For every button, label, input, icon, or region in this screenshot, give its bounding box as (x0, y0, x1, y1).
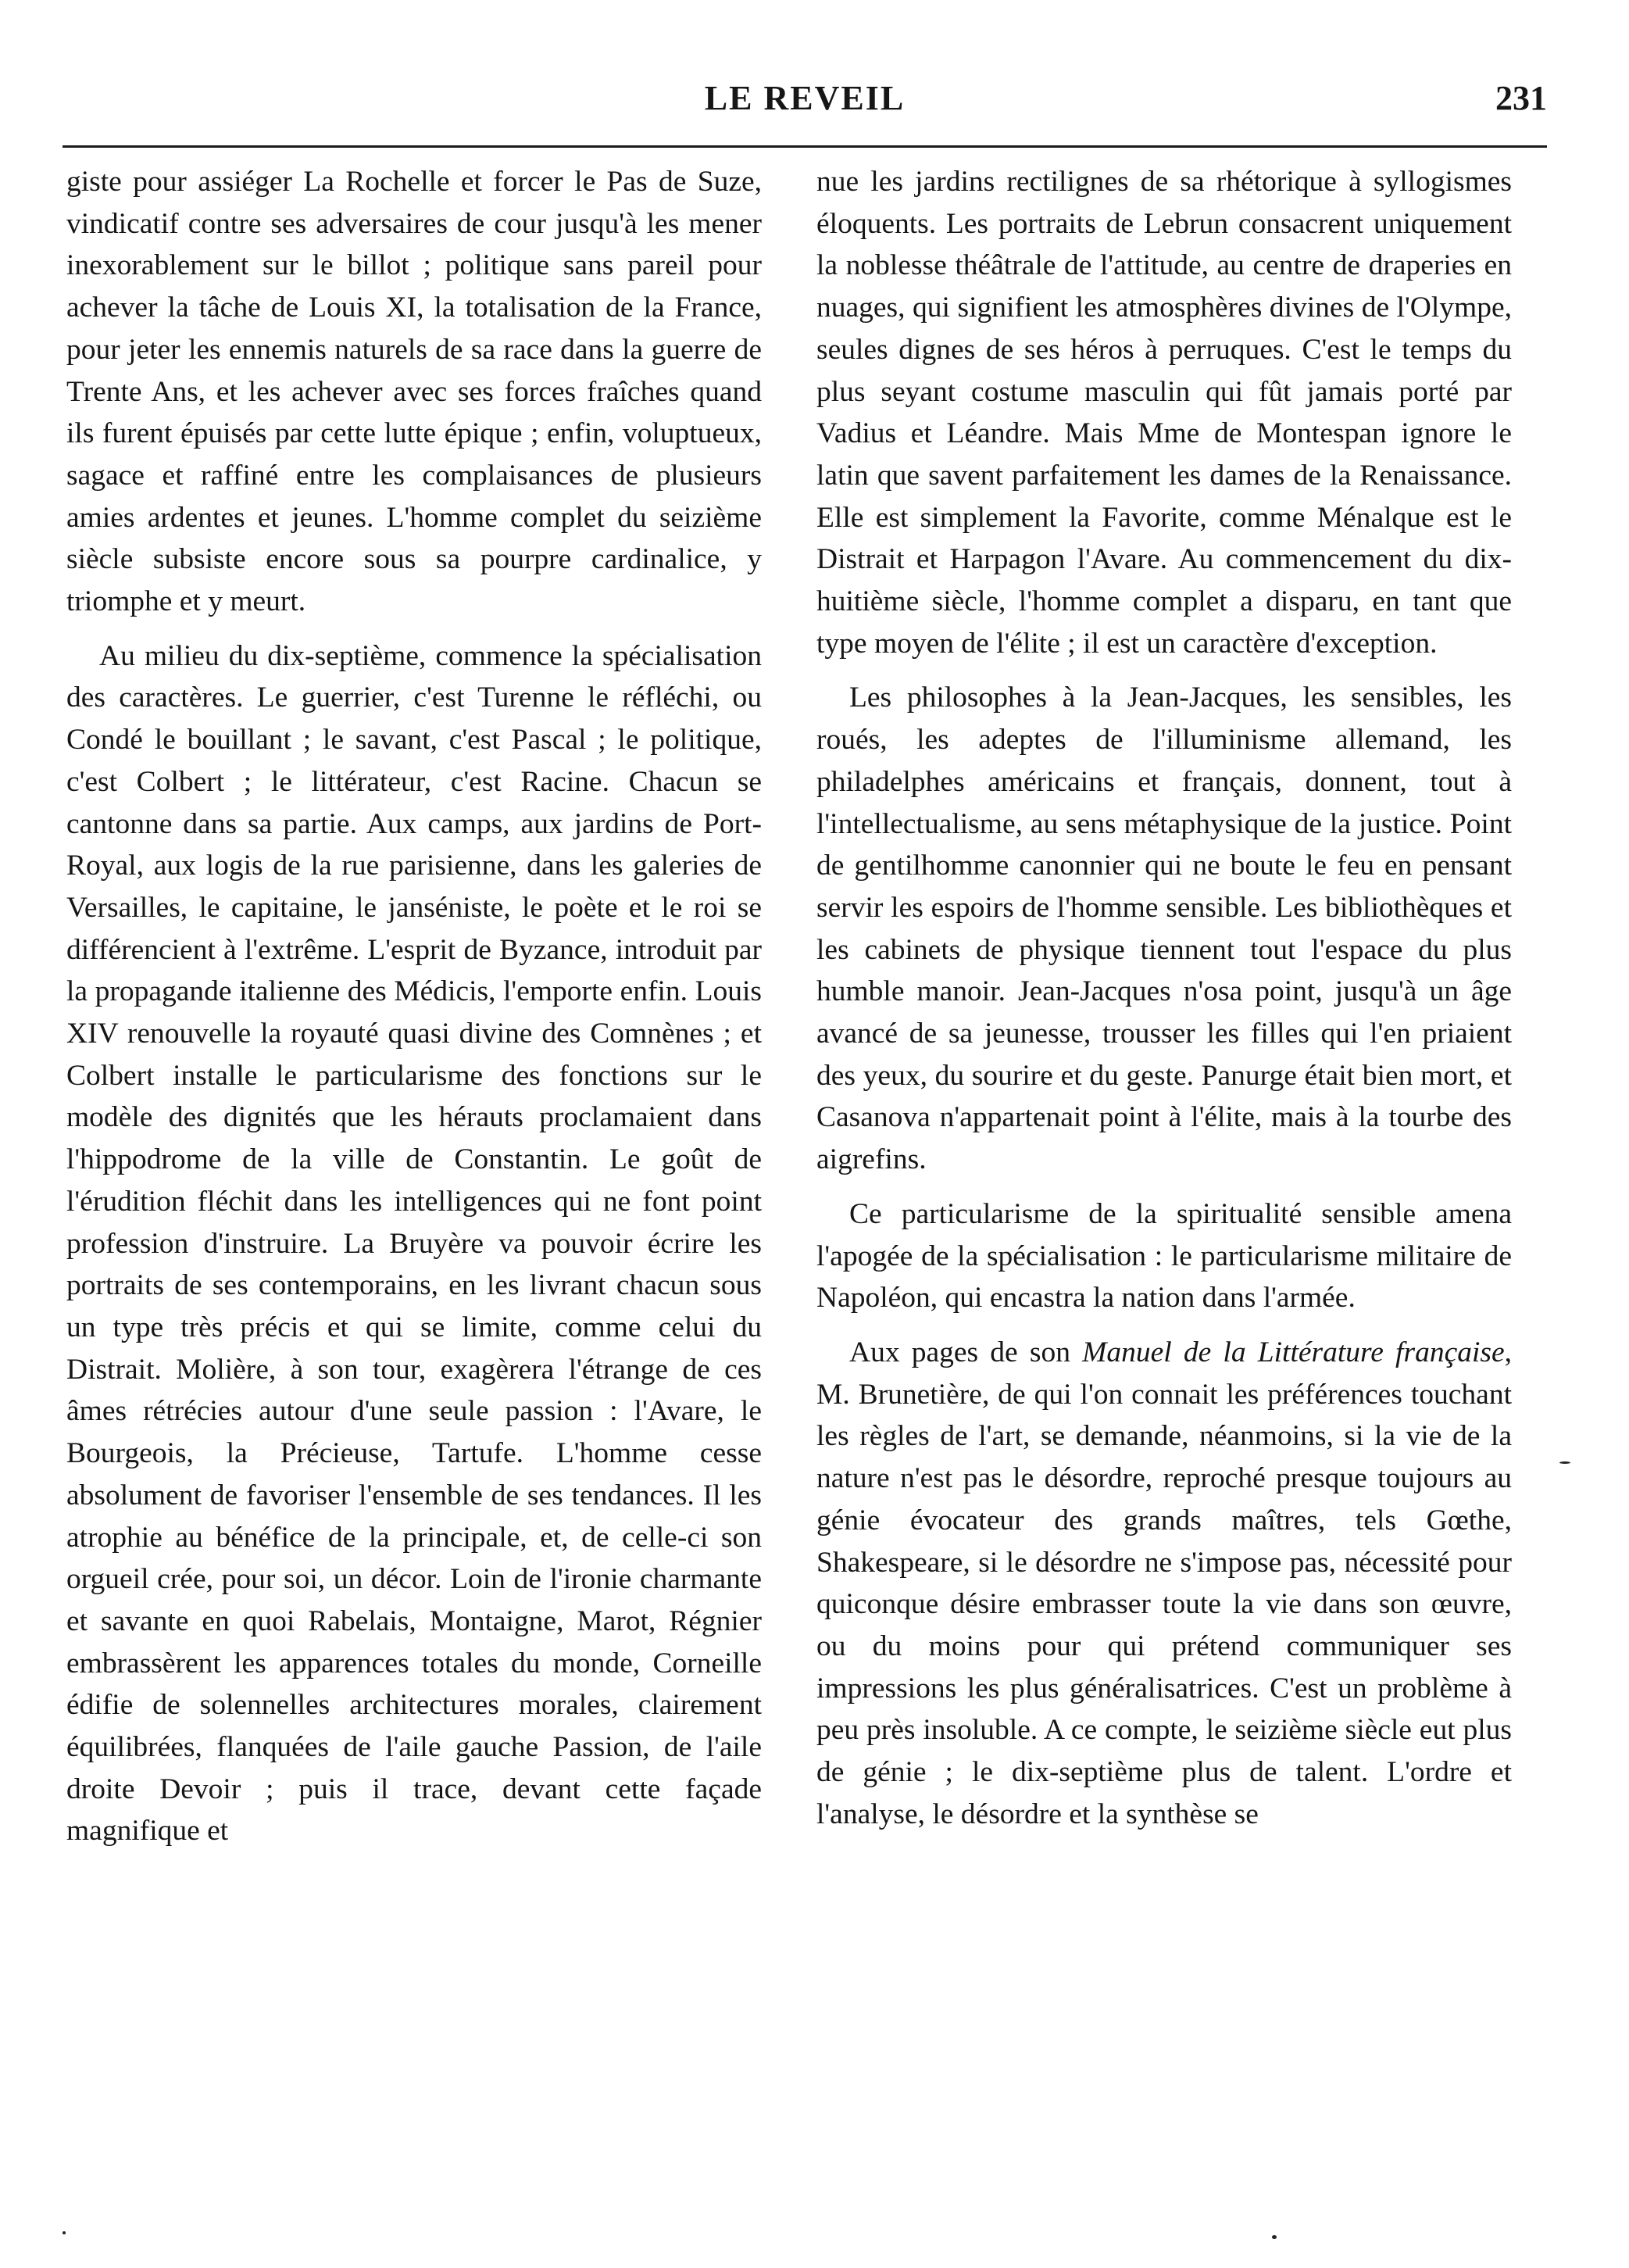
paragraph: Ce particularisme de la spiritualité sensible amena l'apogée de la spécialisation : le particularisme militaire de Napoléon, qui encastra la nation dans l'armée. (816, 1197, 1512, 1315)
paragraph-body-text: , M. Brunetière, de qui l'on connait les préférences touchant les règles de l'art, se demande, néanmoins, si la vie de la nature n'est pas le désordre, reproché presque toujours au génie évocateur des grands maîtres, tels Gœthe, Shakespeare, si le désordre ne s'impose pas, nécessité pour quiconque désire embrasser toute la vie dans son œuvre, ou du moins pour qui prétend communiquer ses impressions les plus généralisatrices. C'est un problème à peu près insoluble. A ce compte, le seizième siècle eut plus de génie ; le dix-septième plus de talent. L'ordre et l'analyse, le désordre et la synthèse se (816, 1336, 1512, 1830)
left-column (66, 161, 762, 1852)
header-rule (63, 145, 1547, 148)
paragraph-continued: giste pour assiéger La Rochelle et forcer le Pas de Suze, vindicatif contre ses adversaires de cour jusqu'à les mener inexorablement sur le billot ; politique sans pareil pour achever la tâche de Louis XI, la totalisation de la France, pour jeter les ennemis naturels de sa race dans la guerre de Trente Ans, et les achever avec ses forces fraîches quand ils furent épuisés par cette lutte épique ; enfin, voluptueux, sagace et raffiné entre les complaisances de plusieurs amies ardentes et jeunes. L'homme complet du seizième siècle subsiste encore sous sa pourpre cardinalice, y triomphe et y meurt. (66, 166, 762, 618)
paragraph-with-book-title (816, 1332, 1512, 1835)
paragraph: Au milieu du dix-septième, commence la spécialisation des caractères. Le guerrier, c'est Turenne le réfléchi, ou Condé le bouillant ; le savant, c'est Pascal ; le politique, c'est Colbert ; le littérateur, c'est Racine. Chacun se cantonne dans sa partie. Aux camps, aux jardins de Port-Royal, aux logis de la rue parisienne, dans les galeries de Versailles, le capitaine, le janséniste, le poète et le roi se différencient à l'extrême. L'esprit de Byzance, introduit par la propagande italienne des Médicis, l'emporte enfin. Louis XIV renouvelle la royauté quasi divine des Comnènes ; et Colbert installe le particularisme des fonctions sur le modèle des dignités que les hérauts proclamaient dans l'hippodrome de la ville de Constantin. Le goût de l'érudition fléchit dans les intelligences qui ne font point profession d'instruire. La Bruyère va pouvoir écrire les portraits de ses contemporains, en les livrant chacun sous un type très précis et qui se limite, comme celui du Distrait. Molière, à son tour, exagèrera l'étrange de ces âmes rétrécies autour d'une seule passion : l'Avare, le Bourgeois, la Précieuse, Tartufe. L'homme cesse absolument de favoriser l'ensemble de ses tendances. Il les atrophie au bénéfice de la principale, et, de celle-ci son orgueil crée, pour soi, un décor. Loin de l'ironie charmante et savante en quoi Rabelais, Montaigne, Marot, Régnier embrassèrent les apparences totales du monde, Corneille édifie de solennelles architectures morales, clairement équilibrées, flanquées de l'aile gauche Passion, de l'aile droite Devoir ; puis il trace, devant cette façade magnifique et (66, 639, 762, 1848)
ink-speck (1559, 1461, 1570, 1464)
right-column (816, 161, 1512, 1835)
ink-speck (63, 2231, 66, 2234)
running-title: LE REVEIL (704, 79, 906, 117)
book-title: Manuel de la Littérature française (1082, 1336, 1505, 1368)
ink-speck (1272, 2235, 1277, 2239)
page-header (63, 78, 1547, 133)
paragraph-continued: nue les jardins rectilignes de sa rhétorique à syllogismes éloquents. Les portraits de Lebrun consacrent uniquement la noblesse théâtrale de l'attitude, au centre de draperies en nuages, qui signifient les atmosphères divines de l'Olympe, seules dignes de ses héros à perruques. C'est le temps du plus seyant costume masculin qui fût jamais porté par Vadius et Léandre. Mais Mme de Montespan ignore le latin que savent parfaitement les dames de la Renaissance. Elle est simplement la Favorite, comme Ménalque est le Distrait et Harpagon l'Avare. Au commencement du dix-huitième siècle, l'homme complet a disparu, en tant que type moyen de l'élite ; il est un caractère d'exception. (816, 166, 1512, 660)
paragraph-lead-text: Aux pages de son (849, 1336, 1083, 1368)
paragraph: Les philosophes à la Jean-Jacques, les sensibles, les roués, les adeptes de l'illuminisme allemand, les philadelphes américains et français, donnent, tout à l'intellectualisme, au sens métaphysique de la justice. Point de gentilhomme canonnier qui ne boute le feu en pensant servir les espoirs de l'homme sensible. Les bibliothèques et les cabinets de physique tiennent tout l'espace du plus humble manoir. Jean-Jacques n'osa point, jusqu'à un âge avancé de sa jeunesse, trousser les filles qui l'en priaient des yeux, du sourire et du geste. Panurge était bien mort, et Casanova n'appartenait point à l'élite, mais à la tourbe des aigrefins. (816, 681, 1512, 1176)
page-number: 231 (1495, 79, 1547, 117)
